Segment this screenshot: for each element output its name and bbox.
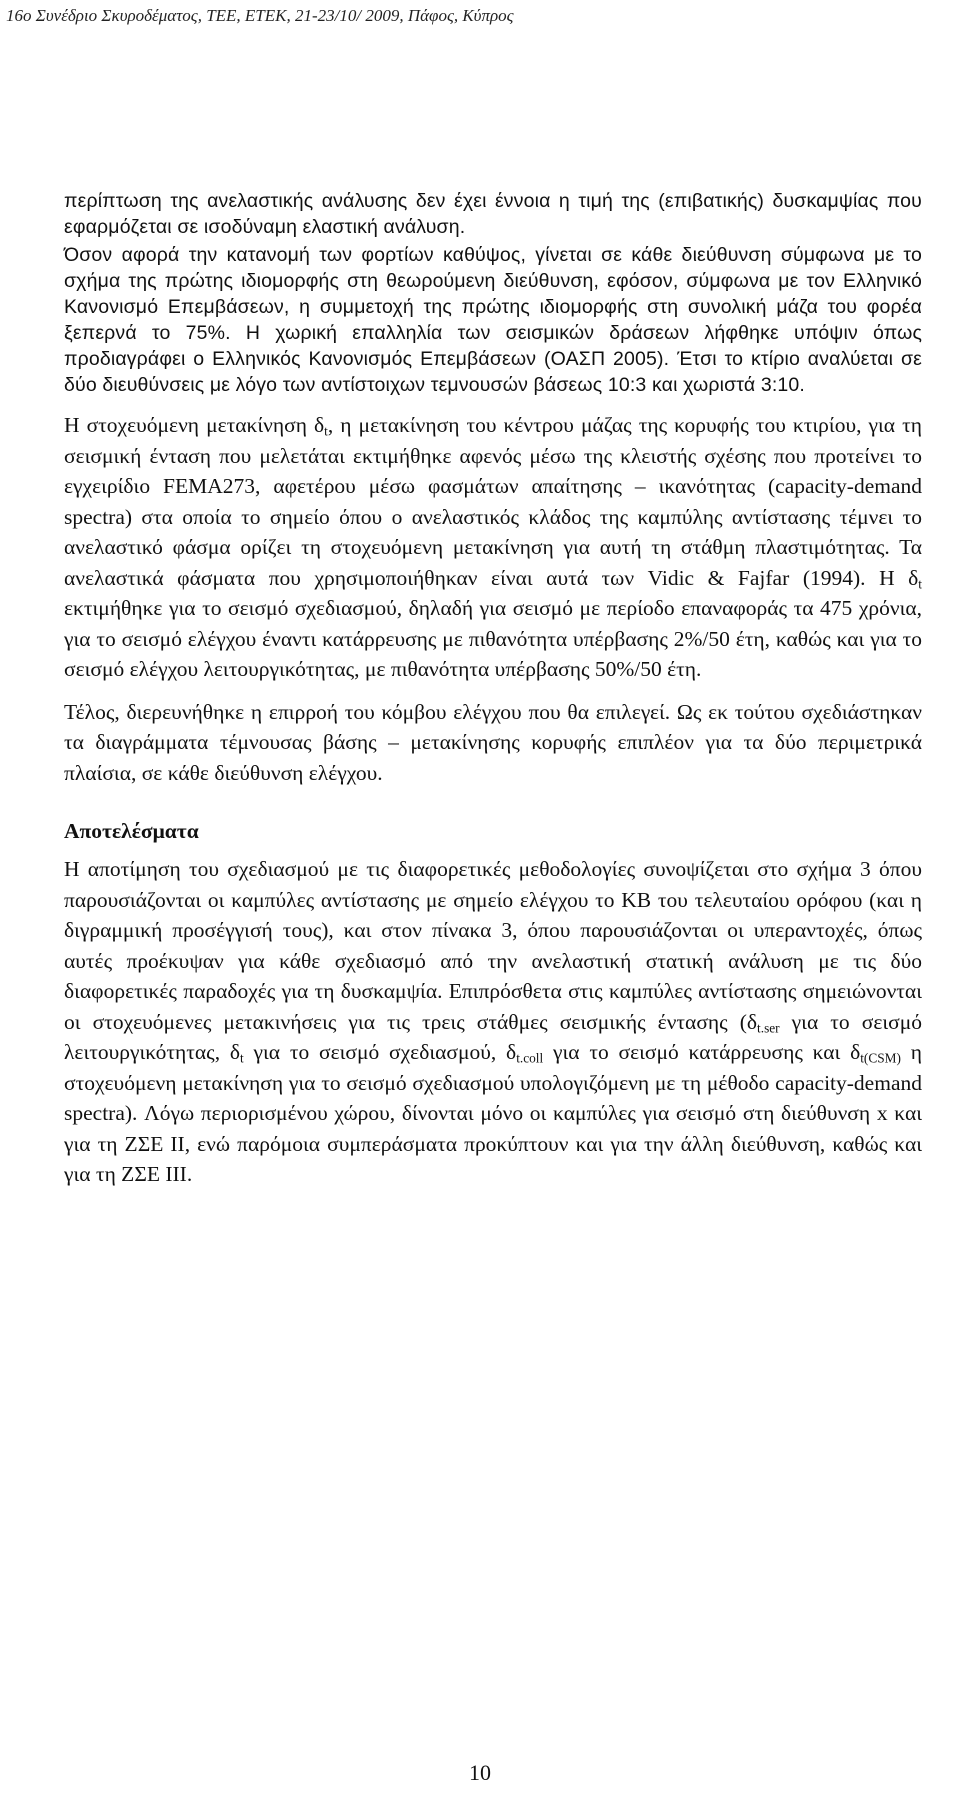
body-text <box>64 188 922 1190</box>
text-segment: , η μετακίνηση του κέντρου μάζας της κορυφής του κτιρίου, για τη σεισμική ένταση που μελετάται εκτιμήθηκε αφενός μέσω της κλειστής σχέσης που προτείνει το εγχειρίδιο FEMA273, αφετέρου μέσω φασμάτων απαίτησης – ικανότητας (capacity-demand spectra) στα οποία το σημείο όπου ο ανελαστικός κλάδος της καμπύλης αντίστασης τέμνει το ανελαστικό φάσμα ορίζει τη στοχευόμενη μετακίνηση για αυτή τη στάθμη πλαστιμότητας. Τα ανελαστικά φάσματα που χρησιμοποιήθηκαν είναι αυτά των Vidic & Fajfar (1994). Η δ <box>64 413 922 590</box>
subscript: t <box>240 1050 244 1066</box>
page-number: 10 <box>469 1760 491 1785</box>
running-header: 16ο Συνέδριο Σκυροδέματος, ΤΕΕ, ΕΤΕΚ, 21-23/10/ 2009, Πάφος, Κύπρος <box>6 6 514 25</box>
subscript: t <box>918 576 922 592</box>
subscript: t.coll <box>516 1050 544 1066</box>
paragraph-results <box>64 854 922 1190</box>
paragraph-analysis-stiffness: περίπτωση της ανελαστικής ανάλυσης δεν έχει έννοια η τιμή της (επιβατικής) δυσκαμψίας που εφαρμόζεται σε ισοδύναμη ελαστική ανάλυση. <box>64 190 922 238</box>
text-segment: Η αποτίμηση του σχεδιασμού με τις διαφορετικές μεθοδολογίες συνοψίζεται στο σχήμα 3 όπου παρουσιάζονται οι καμπύλες αντίστασης με σημείο ελέγχου το ΚΒ του τελευταίου ορόφου (και η διγραμμική προσέγγισή τους), και στον πίνακα 3, όπου παρουσιάζονται οι υπεραντοχές, όπως αυτές προέκυψαν για κάθε σχεδιασμό από την ανελαστική στατική ανάλυση με τις δύο διαφορετικές παραδοχές για τη δυσκαμψία. Επιπρόσθετα στις καμπύλες αντίστασης σημειώνονται οι στοχευόμενες μετακινήσεις για τις τρεις στάθμες σεισμικής έντασης (δ <box>64 857 922 1034</box>
subscript: t.ser <box>757 1020 780 1036</box>
paragraph-control-node: Τέλος, διερευνήθηκε η επιρροή του κόμβου ελέγχου που θα επιλεγεί. Ως εκ τούτου σχεδιάστηκαν τα διαγράμματα τέμνουσας βάσης – μετακίνησης κορυφής επιπλέον για τα δύο περιμετρικά πλαίσια, σε κάθε διεύθυνση ελέγχου. <box>64 699 922 785</box>
subscript: t(CSM) <box>860 1050 901 1066</box>
text-segment: για το σεισμό σχεδιασμού, δ <box>243 1040 517 1064</box>
text-segment: για το σεισμό λειτουργικότητας, δ <box>64 1009 922 1064</box>
text-segment: για το σεισμό κατάρρευσης και δ <box>543 1040 861 1064</box>
section-heading-results: Αποτελέσματα <box>64 819 199 843</box>
text-segment: Η στοχευόμενη μετακίνηση δ <box>64 413 325 437</box>
text-segment: η στοχευόμενη μετακίνηση για το σεισμό σχεδιασμού υπολογιζόμενη με τη μέθοδο capacity-demand spectra). Λόγω περιορισμένου χώρου, δίνονται μόνο οι καμπύλες για σεισμό στη διεύθυνση x και για τη ΖΣΕ ΙΙ, ενώ παρόμοια συμπεράσματα προκύπτουν και για την άλλη διεύθυνση, καθώς και για τη ΖΣΕ ΙΙΙ. <box>64 1040 922 1186</box>
text-segment: εκτιμήθηκε για το σεισμό σχεδιασμού, δηλαδή για σεισμό με περίοδο επαναφοράς τα 475 χρόνια, για το σεισμό ελέγχου έναντι κατάρρευσης με πιθανότητα υπέρβασης 2%/50 έτη, καθώς και για το σεισμό ελέγχου λειτουργικότητας, με πιθανότητα υπέρβασης 50%/50 έτη. <box>64 596 922 681</box>
paragraph-load-distribution: Όσον αφορά την κατανομή των φορτίων καθύψος, γίνεται σε κάθε διεύθυνση σύμφωνα με το σχήμα της πρώτης ιδιομορφής στη θεωρούμενη διεύθυνση, εφόσον, σύμφωνα με τον Ελληνικό Κανονισμό Επεμβάσεων, η συμμετοχή της πρώτης ιδιομορφής στη συνολική μάζα του φορέα ξεπερνά το 75%. Η χωρική επαλληλία των σεισμικών δράσεων λήφθηκε υπόψιν όπως προδιαγράφει ο Ελληνικός Κανονισμός Επεμβάσεων (ΟΑΣΠ 2005). Έτσι το κτίριο αναλύεται σε δύο διευθύνσεις με λόγο των αντίστοιχων τεμνουσών βάσεως 10:3 και χωριστά 3:10. <box>64 244 922 396</box>
paragraph-target-displacement <box>64 410 922 685</box>
subscript: t <box>324 423 328 439</box>
